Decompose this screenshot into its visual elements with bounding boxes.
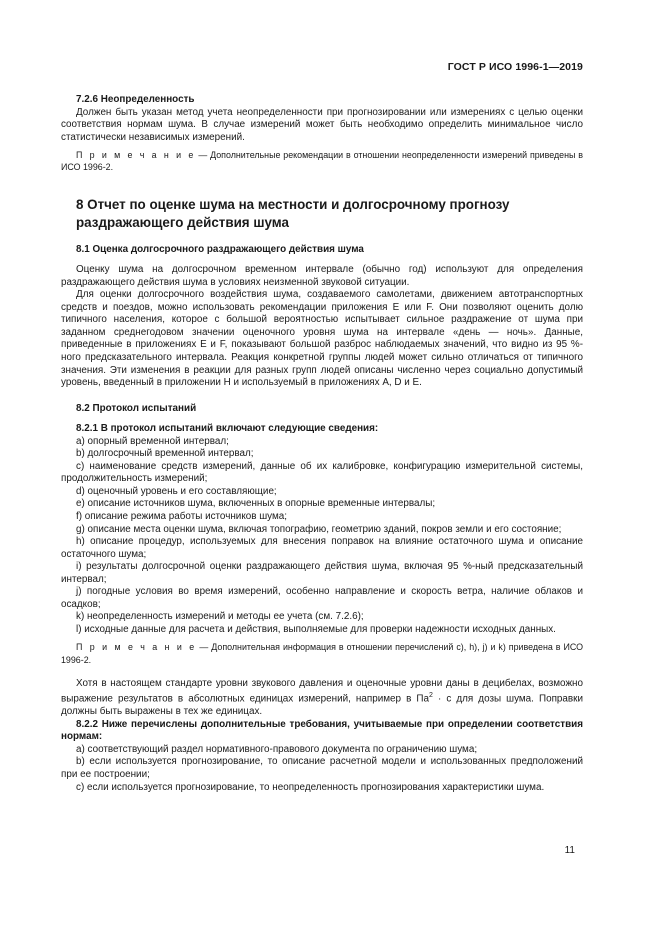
paragraph-units-text-b: · с для дозы шума. Поправки должны быть выражены в тех же единицах. <box>61 693 583 718</box>
list-item: g) описание места оценки шума, включая топографию, геометрию зданий, покров земли и его состояние; <box>76 523 562 535</box>
note-label: П р и м е ч а н и е <box>76 642 197 653</box>
list-item: h) описание процедур, используемых для внесения поправок на влияние остаточного шума и описание остаточного шума; <box>61 536 583 560</box>
note-text: — Дополнительная информация в отношении перечислений с), h), j) и k) приведена в ИСО 1996-2. <box>61 642 584 665</box>
note-text: — Дополнительные рекомендации в отношении неопределенности измерений приведены в ИСО 1996-2. <box>61 150 583 173</box>
list-item: l) исходные данные для расчета и действия, выполняемые для проверки надежности исходных данных. <box>76 623 556 635</box>
list-item: e) описание источников шума, включенных в опорные временные интервалы; <box>76 498 436 510</box>
section-8-title: 8 Отчет по оценке шума на местности и долгосрочному прогнозу раздражающего действия шума <box>76 196 510 230</box>
list-item: а) опорный временной интервал; <box>76 435 229 447</box>
section-8-2-title: 8.2 Протокол испытаний <box>76 402 197 414</box>
note-8-2-1 <box>61 641 583 665</box>
list-item: i) результаты долгосрочной оценки раздражающего действия шума, включая 95 %-ный предсказательный интервал; <box>61 561 583 585</box>
note-7-2-6 <box>61 149 583 173</box>
document-body <box>61 94 583 794</box>
note-label: П р и м е ч а н и е <box>76 150 196 161</box>
paragraph: Для оценки долгосрочного воздействия шума, создаваемого самолетами, движением автотранспортных средств и поездов, можно использовать рекомендации приложения Е или F. Они позволяют оценить долю типичного населения, которое с большой вероятностью испытывает сильное раздражение от шума при заданном среднегодовом значении оценочного уровня шума на интервале «день — ночь». Данные, приведенные в приложениях Е и F, показывают большой разброс наблюдаемых значений, что видно из 95 %-ного предсказательного интервала. Реакция конкретной группы людей может сильно отличаться от типичного значения. Эти изменения в реакции для разных групп людей описаны численно через социально допустимый уровень, введенный в приложении Н и используемый в приложениях А, D и Е. <box>61 289 583 389</box>
list-item: j) погодные условия во время измерений, особенно направление и скорость ветра, наличие облаков и осадков; <box>61 586 583 610</box>
section-8-2-2-title: 8.2.2 Ниже перечислены дополнительные требования, учитываемые при определении соответствия нормам: <box>61 718 583 743</box>
list-item: c) наименование средств измерений, данные об их калибровке, конфигурацию измерительной системы, продолжительность измерений; <box>61 460 583 485</box>
page-number: 11 <box>564 845 575 856</box>
superscript: 2 <box>429 692 433 700</box>
list-item: c) если используется прогнозирование, то неопределенность прогнозирования характеристики шума. <box>76 781 545 793</box>
list-item: b) долгосрочный временной интервал; <box>76 448 254 460</box>
list-item: f) описание режима работы источников шума; <box>76 510 288 522</box>
list-item: b) если используется прогнозирование, то описание расчетной модели и использованных предположений при ее построении; <box>61 756 583 780</box>
section-8-2-1-title: 8.2.1 В протокол испытаний включают следующие сведения: <box>76 423 379 435</box>
document-header: ГОСТ Р ИСО 1996-1—2019 <box>447 61 583 73</box>
paragraph: Оценку шума на долгосрочном временном интервале (обычно год) используют для определения раздражающего действия шума в условиях неизменной звуковой ситуации. <box>61 264 583 288</box>
paragraph-units <box>61 678 583 719</box>
section-7-2-6-text: Должен быть указан метод учета неопределенности при прогнозировании или измерениях с целью оценки соответствия нормам шума. В случае измерений может быть необходимо определить минимальное число статистически независимых измерений. <box>61 106 583 143</box>
section-7-2-6-title: 7.2.6 Неопределенность <box>76 94 195 105</box>
list-item: k) неопределенность измерений и методы ее учета (см. 7.2.6); <box>76 611 364 623</box>
list-item: а) соответствующий раздел нормативного-правового документа по ограничению шума; <box>76 743 478 755</box>
paragraph-units-text-a: Хотя в настоящем стандарте уровни звукового давления и оценочные уровни даны в децибелах, возможно выражение результатов в абсолютных единицах измерений, например в Па <box>61 677 583 705</box>
section-8-1-title: 8.1 Оценка долгосрочного раздражающего действия шума <box>76 243 364 255</box>
list-item: d) оценочный уровень и его составляющие; <box>76 485 277 497</box>
